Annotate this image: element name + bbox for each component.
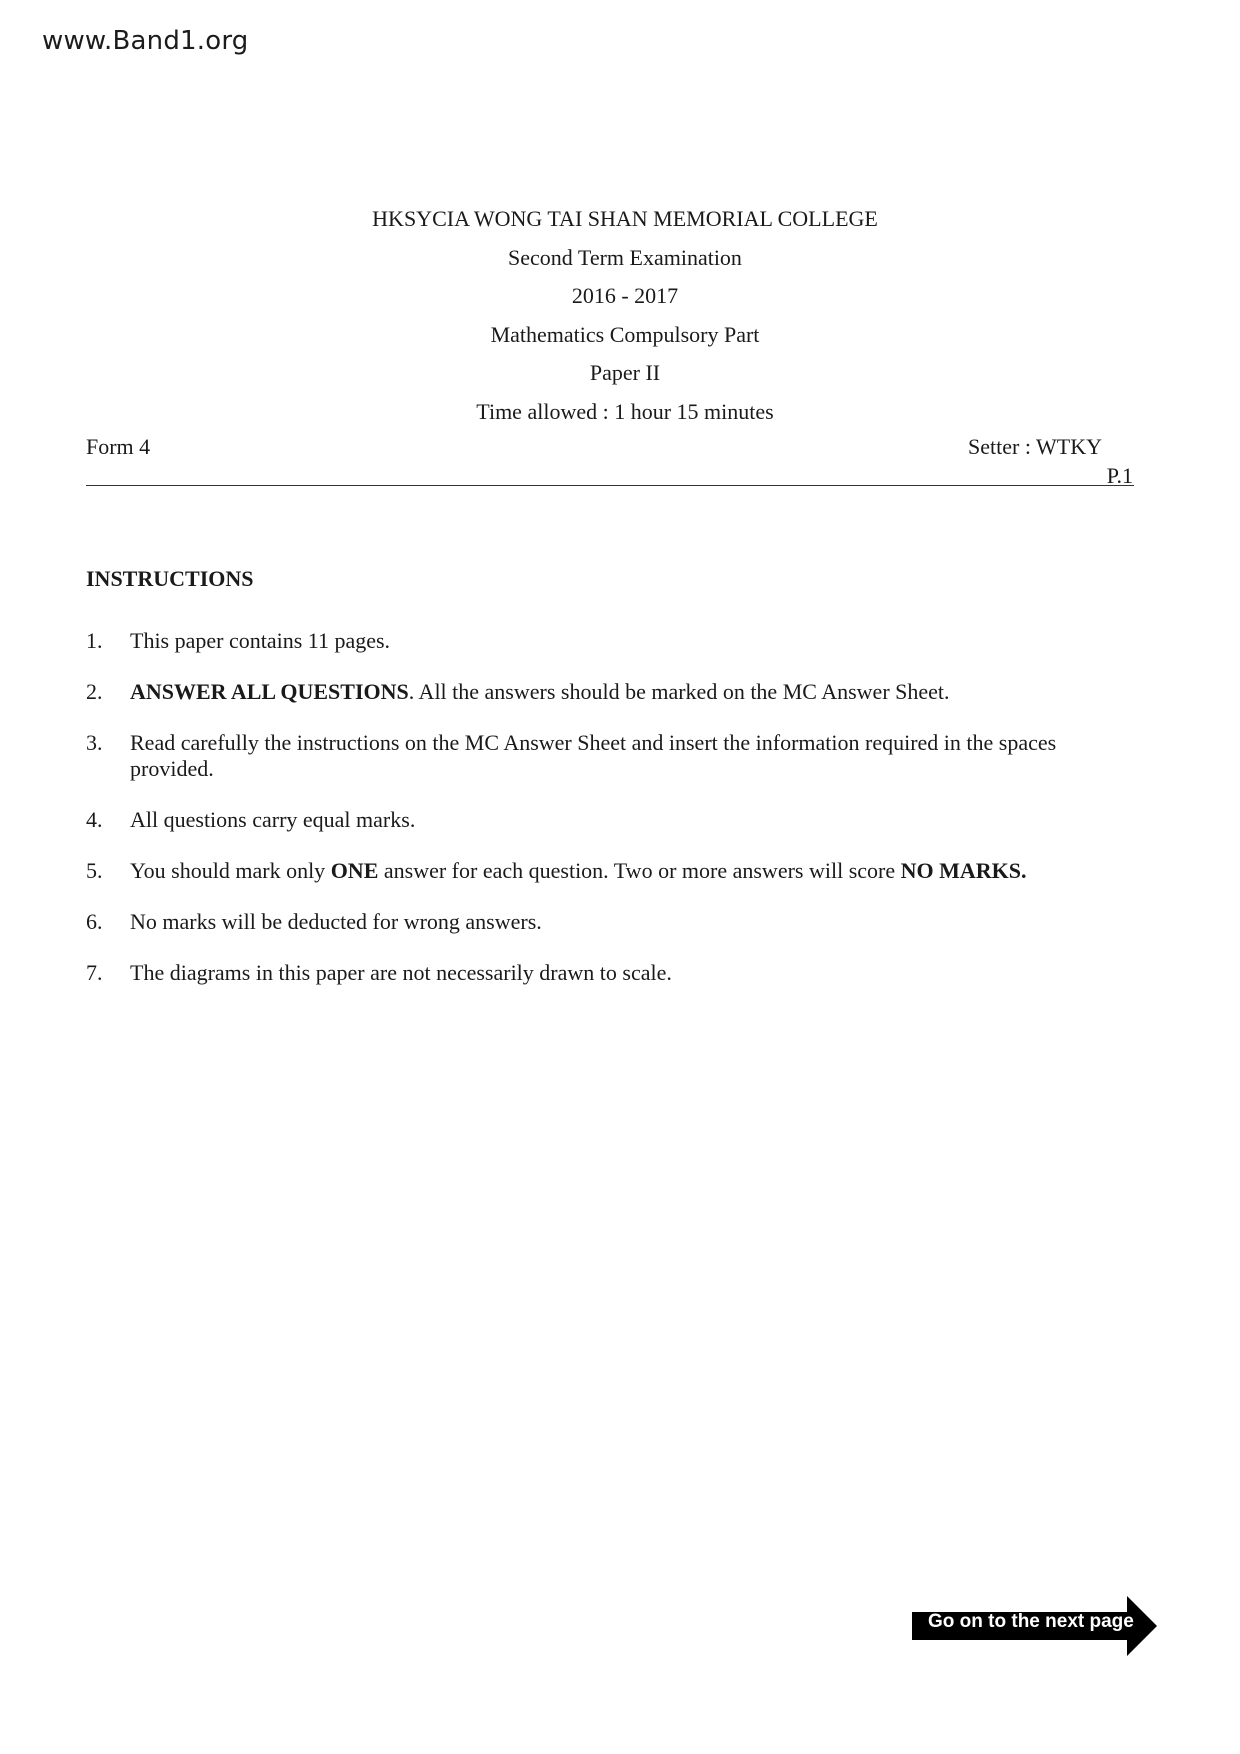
instruction-emphasis-no-marks: NO MARKS.: [900, 858, 1027, 883]
instruction-item: [86, 628, 1136, 654]
instruction-emphasis-one: ONE: [330, 858, 379, 883]
exam-paper: Paper II: [589, 360, 661, 386]
instruction-number: 5.: [86, 858, 103, 883]
exam-subject: Mathematics Compulsory Part: [490, 321, 760, 347]
instruction-number: 6.: [86, 909, 103, 934]
instruction-text-a: You should mark only: [130, 858, 331, 883]
header-divider: [86, 485, 1134, 486]
instruction-item: [86, 730, 1136, 782]
setter: Setter : WTKY: [968, 434, 1103, 459]
instruction-number: 7.: [86, 960, 103, 985]
instruction-text-rest: . All the answers should be marked on the MC Answer Sheet.: [408, 679, 950, 704]
exam-header: [0, 200, 1240, 432]
instructions-heading: INSTRUCTIONS: [86, 566, 254, 591]
instruction-number: 1.: [86, 628, 103, 653]
form-level: Form 4: [86, 434, 151, 459]
instruction-text-b: answer for each question. Two or more answers will score: [378, 858, 901, 883]
instruction-item: [86, 960, 1136, 986]
instruction-text: [130, 679, 950, 704]
instruction-item: [86, 909, 1136, 935]
instruction-text: Read carefully the instructions on the MC Answer Sheet and insert the information required in the spaces provided.: [130, 730, 1057, 781]
time-allowed: Time allowed : 1 hour 15 minutes: [476, 398, 774, 424]
watermark-url: www.Band1.org: [42, 26, 249, 56]
instruction-number: 3.: [86, 730, 103, 755]
page-number: P.1: [1106, 463, 1133, 488]
exam-year: 2016 - 2017: [571, 283, 679, 309]
instruction-item: [86, 807, 1136, 833]
instruction-text: The diagrams in this paper are not necessarily drawn to scale.: [130, 960, 672, 985]
next-page-label: Go on to the next page: [928, 1611, 1134, 1632]
next-page-banner: [912, 1596, 1157, 1656]
instruction-item: [86, 858, 1136, 884]
instructions-list: [86, 628, 1136, 1011]
instruction-text: No marks will be deducted for wrong answers.: [130, 909, 542, 934]
instruction-number: 2.: [86, 679, 103, 704]
instruction-text: [130, 858, 1027, 883]
instruction-text: All questions carry equal marks.: [130, 807, 416, 832]
instruction-emphasis: ANSWER ALL QUESTIONS: [130, 679, 409, 704]
instruction-item: [86, 679, 1136, 705]
instruction-text: This paper contains 11 pages.: [130, 628, 391, 653]
instruction-number: 4.: [86, 807, 103, 832]
school-name: HKSYCIA WONG TAI SHAN MEMORIAL COLLEGE: [372, 206, 878, 231]
exam-name: Second Term Examination: [508, 244, 742, 270]
